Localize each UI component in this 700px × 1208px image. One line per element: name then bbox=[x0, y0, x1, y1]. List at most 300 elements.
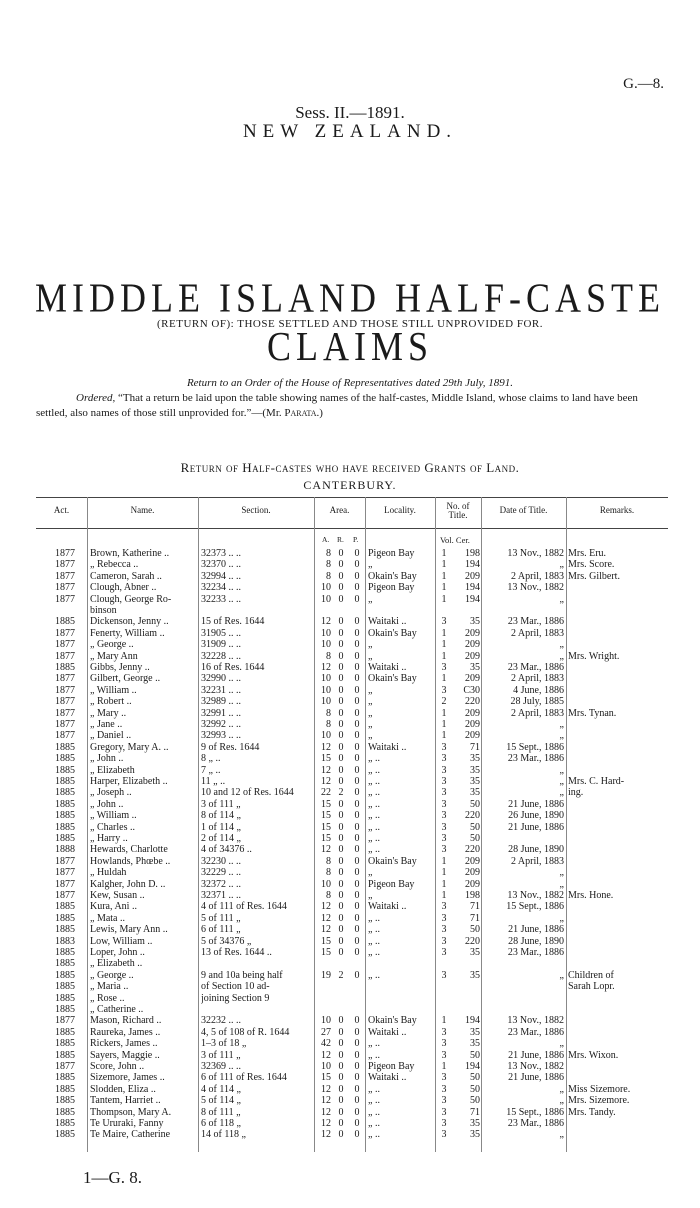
cell-folio: 50 bbox=[470, 1095, 480, 1107]
cell-locality: Waitaki .. bbox=[368, 1026, 407, 1038]
cell-section: 32234 .. .. bbox=[201, 582, 241, 594]
cell-date: „ bbox=[559, 593, 564, 605]
cell-section: 11 „ .. bbox=[201, 776, 226, 787]
cell-date: „ bbox=[559, 764, 564, 776]
cell-locality: Pigeon Bay bbox=[368, 548, 415, 559]
cell-r: 0 bbox=[338, 1061, 344, 1072]
cell-date: „ bbox=[559, 867, 564, 879]
cell-name: Clough, Abner .. bbox=[90, 582, 157, 594]
cell-p: 0 bbox=[354, 1038, 360, 1050]
cell-folio: 209 bbox=[465, 730, 480, 742]
cell-date: 13 Nov., 1882 bbox=[507, 548, 564, 559]
cell-act: 1885 bbox=[55, 776, 75, 787]
cell-vol: 3 bbox=[441, 924, 447, 936]
cell-vol: 1 bbox=[441, 570, 447, 582]
table-row bbox=[0, 742, 700, 754]
table-row bbox=[0, 1118, 700, 1130]
cell-folio: 209 bbox=[465, 719, 480, 730]
cell-date: 13 Nov., 1882 bbox=[507, 890, 564, 901]
cell-locality: „ bbox=[368, 593, 373, 605]
cell-folio: 50 bbox=[470, 798, 480, 810]
cell-remarks: Mrs. Score. bbox=[568, 559, 615, 571]
cell-r: 0 bbox=[338, 593, 344, 605]
cell-folio: 209 bbox=[465, 673, 480, 685]
cell-vol: 1 bbox=[441, 1015, 447, 1027]
cell-locality: Okain's Bay bbox=[368, 627, 417, 639]
cell-act: 1877 bbox=[55, 673, 75, 685]
table-row bbox=[0, 810, 700, 822]
cell-r: 0 bbox=[338, 890, 344, 901]
table-row bbox=[0, 765, 700, 777]
cell-r: 0 bbox=[338, 924, 344, 936]
cell-act: 1877 bbox=[55, 1015, 75, 1027]
cell-folio: 50 bbox=[470, 1049, 480, 1061]
cell-locality: „ .. bbox=[368, 787, 380, 799]
cell-date: 4 June, 1886 bbox=[513, 684, 564, 696]
cell-name: „ George .. bbox=[90, 969, 134, 981]
cell-p: 0 bbox=[354, 855, 360, 867]
cell-locality: „ .. bbox=[368, 912, 380, 924]
cell-folio: 220 bbox=[465, 935, 480, 947]
cell-a: 10 bbox=[321, 684, 331, 696]
cell-section: 13 of Res. 1644 .. bbox=[201, 947, 272, 958]
cell-vol: 3 bbox=[441, 1083, 447, 1095]
cell-section: 9 of Res. 1644 bbox=[201, 741, 260, 753]
cell-name: „ Rebecca .. bbox=[90, 559, 139, 571]
cell-p: 0 bbox=[354, 570, 360, 582]
cell-date: 23 Mar., 1886 bbox=[507, 753, 564, 765]
cell-a: 12 bbox=[321, 662, 331, 673]
area-unit-roods: R. bbox=[337, 535, 344, 544]
cell-r: 0 bbox=[338, 707, 344, 719]
cell-p: 0 bbox=[354, 753, 360, 765]
cell-date: „ bbox=[559, 912, 564, 924]
cell-name: Te Ururaki, Fanny bbox=[90, 1118, 164, 1129]
cell-date: 23 Mar., 1886 bbox=[507, 947, 564, 958]
cell-p: 0 bbox=[354, 730, 360, 742]
cell-section: 32990 .. .. bbox=[201, 673, 241, 685]
cell-a: 12 bbox=[321, 741, 331, 753]
cell-folio: 194 bbox=[465, 1015, 480, 1027]
cell-r: 0 bbox=[338, 912, 344, 924]
cell-locality: Okain's Bay bbox=[368, 855, 417, 867]
table-row bbox=[0, 616, 700, 628]
cell-a: 12 bbox=[321, 1118, 331, 1129]
table-row bbox=[0, 753, 700, 765]
cell-act: 1877 bbox=[55, 890, 75, 901]
cell-vol: 3 bbox=[441, 1026, 447, 1038]
cell-act: 1885 bbox=[55, 981, 75, 993]
cell-r: 0 bbox=[338, 719, 344, 730]
cell-p: 0 bbox=[354, 764, 360, 776]
cell-act: 1885 bbox=[55, 1118, 75, 1129]
cell-locality: „ .. bbox=[368, 924, 380, 936]
cell-name: Hewards, Charlotte bbox=[90, 844, 168, 856]
cell-locality: „ .. bbox=[368, 1118, 380, 1129]
cell-locality: Waitaki .. bbox=[368, 1072, 407, 1084]
cell-vol: 1 bbox=[441, 867, 447, 879]
cell-locality: „ .. bbox=[368, 810, 380, 822]
session-line: Sess. II.—1891. bbox=[295, 103, 405, 122]
cell-name: binson bbox=[90, 605, 117, 616]
cell-act: 1877 bbox=[55, 582, 75, 594]
cell-a: 12 bbox=[321, 901, 331, 913]
cell-vol: 1 bbox=[441, 639, 447, 651]
cell-date: 21 June, 1886 bbox=[508, 924, 564, 936]
cell-folio: 220 bbox=[465, 844, 480, 856]
cell-vol: 2 bbox=[441, 696, 447, 708]
cell-locality: „ .. bbox=[368, 753, 380, 765]
cell-p: 0 bbox=[354, 810, 360, 822]
table-row bbox=[0, 628, 700, 640]
cell-folio: 71 bbox=[470, 1106, 480, 1118]
cell-date: 2 April, 1883 bbox=[510, 627, 564, 639]
cell-section: 8 of 114 „ bbox=[201, 810, 241, 822]
cell-vol: 3 bbox=[441, 616, 447, 628]
cell-vol: 3 bbox=[441, 753, 447, 765]
area-unit-acres: A. bbox=[322, 535, 330, 544]
cell-section: 32228 .. .. bbox=[201, 650, 241, 662]
cell-name: „ Daniel .. bbox=[90, 730, 132, 742]
cell-a: 8 bbox=[326, 650, 331, 662]
cell-act: 1885 bbox=[55, 616, 75, 628]
cell-section: 6 of 111 of Res. 1644 bbox=[201, 1072, 287, 1084]
cell-vol: 1 bbox=[441, 707, 447, 719]
cell-p: 0 bbox=[354, 1061, 360, 1072]
cell-r: 0 bbox=[338, 627, 344, 639]
cell-folio: 220 bbox=[465, 696, 480, 708]
cell-folio: 220 bbox=[465, 810, 480, 822]
table-row bbox=[0, 605, 700, 617]
table-heading-text: Return of Half-castes who have received Grants of Land. bbox=[180, 460, 520, 475]
cell-act: 1885 bbox=[55, 764, 75, 776]
cell-r: 0 bbox=[338, 776, 344, 787]
cell-locality: „ .. bbox=[368, 844, 380, 856]
cell-folio: 35 bbox=[470, 1026, 480, 1038]
cell-p: 0 bbox=[354, 627, 360, 639]
cell-locality: „ .. bbox=[368, 947, 380, 958]
cell-section: 6 of 118 „ bbox=[201, 1118, 241, 1129]
table-row bbox=[0, 662, 700, 674]
cell-a: 8 bbox=[326, 867, 331, 879]
table-row bbox=[0, 730, 700, 742]
cell-name: „ Harry .. bbox=[90, 833, 128, 844]
cell-date: 2 April, 1883 bbox=[510, 707, 564, 719]
cell-vol: 1 bbox=[441, 593, 447, 605]
cell-r: 0 bbox=[338, 753, 344, 765]
table-row bbox=[0, 1050, 700, 1062]
cell-act: 1885 bbox=[55, 662, 75, 673]
cell-a: 42 bbox=[321, 1038, 331, 1050]
cell-section: 5 of 34376 „ bbox=[201, 935, 252, 947]
cell-vol: 1 bbox=[441, 582, 447, 594]
cell-act: 1877 bbox=[55, 1061, 75, 1072]
cell-r: 0 bbox=[338, 798, 344, 810]
cell-act: 1885 bbox=[55, 821, 75, 833]
cell-locality: „ bbox=[368, 639, 373, 651]
table-row bbox=[0, 867, 700, 879]
page-footer: 1—G. 8. bbox=[83, 1168, 143, 1187]
cell-date: 23 Mar., 1886 bbox=[507, 662, 564, 673]
cell-locality: Waitaki .. bbox=[368, 741, 407, 753]
cell-name: „ John .. bbox=[90, 798, 124, 810]
cell-act: 1877 bbox=[55, 730, 75, 742]
col-header-locality: Locality. bbox=[384, 505, 416, 515]
ordered-member: Parata bbox=[284, 407, 317, 419]
cell-r: 2 bbox=[338, 787, 344, 799]
cell-folio: 198 bbox=[465, 548, 480, 559]
cell-act: 1885 bbox=[55, 901, 75, 913]
cell-act: 1877 bbox=[55, 696, 75, 708]
table-row bbox=[0, 1015, 700, 1027]
cell-a: 8 bbox=[326, 719, 331, 730]
cell-locality: Waitaki .. bbox=[368, 662, 407, 673]
table-row bbox=[0, 970, 700, 982]
cell-r: 0 bbox=[338, 662, 344, 673]
cell-name: Tantem, Harriet .. bbox=[90, 1095, 161, 1107]
table-row bbox=[0, 1095, 700, 1107]
cell-date: „ bbox=[559, 1095, 564, 1107]
cell-section: 32370 .. .. bbox=[201, 559, 241, 571]
cell-section: 10 and 12 of Res. 1644 bbox=[201, 787, 294, 799]
cell-folio: 35 bbox=[470, 1038, 480, 1050]
cell-vol: 1 bbox=[441, 650, 447, 662]
cell-p: 0 bbox=[354, 1083, 360, 1095]
cell-r: 0 bbox=[338, 684, 344, 696]
cell-a: 12 bbox=[321, 616, 331, 628]
cell-date: 21 June, 1886 bbox=[508, 1072, 564, 1084]
cell-p: 0 bbox=[354, 1072, 360, 1084]
table-row bbox=[0, 879, 700, 891]
cell-date: 2 April, 1883 bbox=[510, 855, 564, 867]
cell-locality: „ bbox=[368, 559, 373, 571]
cell-folio: 50 bbox=[470, 821, 480, 833]
cell-folio: 35 bbox=[470, 753, 480, 765]
cell-section: 1 of 114 „ bbox=[201, 821, 241, 833]
cell-locality: Okain's Bay bbox=[368, 1015, 417, 1027]
cell-p: 0 bbox=[354, 798, 360, 810]
cell-locality: „ .. bbox=[368, 1095, 380, 1107]
cell-vol: 3 bbox=[441, 741, 447, 753]
cell-vol: 1 bbox=[441, 1061, 447, 1072]
cell-locality: „ .. bbox=[368, 1083, 380, 1095]
cell-name: Gregory, Mary A. .. bbox=[90, 741, 169, 753]
cell-r: 0 bbox=[338, 1072, 344, 1084]
cell-p: 0 bbox=[354, 673, 360, 685]
cell-locality: Okain's Bay bbox=[368, 570, 417, 582]
cell-a: 8 bbox=[326, 890, 331, 901]
cell-date: 15 Sept., 1886 bbox=[506, 901, 564, 913]
cell-vol: 3 bbox=[441, 901, 447, 913]
cell-date: 23 Mar., 1886 bbox=[507, 616, 564, 628]
cell-act: 1885 bbox=[55, 924, 75, 936]
cell-locality: „ .. bbox=[368, 1049, 380, 1061]
table-row bbox=[0, 719, 700, 731]
cell-a: 8 bbox=[326, 559, 331, 571]
cell-a: 10 bbox=[321, 593, 331, 605]
cell-name: Kew, Susan .. bbox=[90, 890, 145, 901]
table-row bbox=[0, 833, 700, 845]
cell-section: 7 „ .. bbox=[201, 764, 221, 776]
cell-vol: 3 bbox=[441, 912, 447, 924]
cell-name: „ John .. bbox=[90, 753, 124, 765]
cell-act: 1877 bbox=[55, 878, 75, 890]
cell-section: joining Section 9 bbox=[201, 992, 270, 1004]
cell-act: 1877 bbox=[55, 855, 75, 867]
cell-name: „ Elizabeth .. bbox=[90, 958, 143, 970]
table-row bbox=[0, 947, 700, 959]
cell-folio: 50 bbox=[470, 833, 480, 844]
cell-p: 0 bbox=[354, 1049, 360, 1061]
cell-p: 0 bbox=[354, 924, 360, 936]
table-row bbox=[0, 901, 700, 913]
cell-act: 1885 bbox=[55, 798, 75, 810]
ordered-text: “That a return be laid upon the table showing names of the half-castes, Middle Island, whose claims to land have been settled, also names of those still unprovided for.”—(Mr. bbox=[36, 392, 638, 419]
cell-vol: 3 bbox=[441, 969, 447, 981]
cell-act: 1885 bbox=[55, 1095, 75, 1107]
cell-date: „ bbox=[559, 969, 564, 981]
cell-a: 10 bbox=[321, 673, 331, 685]
table-row bbox=[0, 1038, 700, 1050]
cell-date: „ bbox=[559, 730, 564, 742]
cell-p: 0 bbox=[354, 662, 360, 673]
table-row bbox=[0, 981, 700, 993]
cell-remarks: Mrs. Tandy. bbox=[568, 1106, 616, 1118]
cell-vol: 1 bbox=[441, 855, 447, 867]
cell-folio: 35 bbox=[470, 616, 480, 628]
cell-a: 8 bbox=[326, 570, 331, 582]
cell-folio: 194 bbox=[465, 593, 480, 605]
cell-name: Mason, Richard .. bbox=[90, 1015, 162, 1027]
cell-folio: 209 bbox=[465, 570, 480, 582]
cell-vol: 3 bbox=[441, 1129, 447, 1141]
table-row bbox=[0, 1107, 700, 1119]
cell-section: 16 of Res. 1644 bbox=[201, 662, 265, 673]
cell-name: „ Robert .. bbox=[90, 696, 132, 708]
cell-name: „ William .. bbox=[90, 684, 137, 696]
cell-r: 0 bbox=[338, 1083, 344, 1095]
cell-section: 14 of 118 „ bbox=[201, 1129, 246, 1141]
table-row bbox=[0, 651, 700, 663]
cell-locality: „ bbox=[368, 650, 373, 662]
cell-remarks: Mrs. Hone. bbox=[568, 890, 614, 901]
cell-date: 2 April, 1883 bbox=[510, 570, 564, 582]
cell-date: 15 Sept., 1886 bbox=[506, 741, 564, 753]
page-code: G.—8. bbox=[623, 76, 664, 92]
cell-locality: „ .. bbox=[368, 776, 380, 787]
cell-a: 8 bbox=[326, 855, 331, 867]
cell-act: 1885 bbox=[55, 1004, 75, 1015]
cell-name: Kura, Ani .. bbox=[90, 901, 137, 913]
col-header-title-no: No. of Title. bbox=[446, 501, 470, 520]
cell-name: „ Mary Ann bbox=[90, 650, 138, 662]
cell-r: 0 bbox=[338, 673, 344, 685]
cell-locality: „ .. bbox=[368, 1038, 380, 1050]
cell-section: 32372 .. .. bbox=[201, 878, 241, 890]
cell-date: „ bbox=[559, 878, 564, 890]
cell-p: 0 bbox=[354, 1106, 360, 1118]
cell-r: 0 bbox=[338, 570, 344, 582]
table-row bbox=[0, 639, 700, 651]
area-unit-perches: P. bbox=[353, 535, 359, 544]
cell-locality: Okain's Bay bbox=[368, 673, 417, 685]
table-row bbox=[0, 1004, 700, 1016]
cell-section: 32992 .. .. bbox=[201, 719, 241, 730]
cell-p: 0 bbox=[354, 821, 360, 833]
cell-section: 8 „ .. bbox=[201, 753, 221, 765]
cell-a: 12 bbox=[321, 1129, 331, 1141]
cell-name: Low, William .. bbox=[90, 935, 153, 947]
cell-section: 32991 .. .. bbox=[201, 707, 241, 719]
cell-a: 27 bbox=[321, 1026, 331, 1038]
cell-section: 5 of 111 „ bbox=[201, 912, 241, 924]
cell-act: 1877 bbox=[55, 593, 75, 605]
cell-p: 0 bbox=[354, 867, 360, 879]
cell-vol: 3 bbox=[441, 1072, 447, 1084]
table-row bbox=[0, 936, 700, 948]
cell-p: 0 bbox=[354, 833, 360, 844]
cell-date: „ bbox=[559, 776, 564, 787]
table-row bbox=[0, 571, 700, 583]
table-row bbox=[0, 685, 700, 697]
cell-r: 0 bbox=[338, 1038, 344, 1050]
cell-folio: 209 bbox=[465, 639, 480, 651]
cell-name: Brown, Katherine .. bbox=[90, 548, 170, 559]
cell-a: 10 bbox=[321, 1015, 331, 1027]
cell-a: 15 bbox=[321, 753, 331, 765]
cell-name: Lewis, Mary Ann .. bbox=[90, 924, 168, 936]
cell-folio: 35 bbox=[470, 787, 480, 799]
cell-p: 0 bbox=[354, 1118, 360, 1129]
cell-act: 1877 bbox=[55, 548, 75, 559]
cell-a: 15 bbox=[321, 810, 331, 822]
cell-section: 32371 .. .. bbox=[201, 890, 241, 901]
cell-act: 1877 bbox=[55, 570, 75, 582]
cell-a: 15 bbox=[321, 798, 331, 810]
cell-p: 0 bbox=[354, 650, 360, 662]
cell-name: „ Mata .. bbox=[90, 912, 125, 924]
cell-a: 12 bbox=[321, 844, 331, 856]
cell-locality: Waitaki .. bbox=[368, 616, 407, 628]
cell-a: 15 bbox=[321, 947, 331, 958]
cell-remarks: Mrs. Wixon. bbox=[568, 1049, 619, 1061]
cell-act: 1877 bbox=[55, 627, 75, 639]
cell-p: 0 bbox=[354, 844, 360, 856]
cell-a: 15 bbox=[321, 935, 331, 947]
cell-folio: 35 bbox=[470, 764, 480, 776]
cell-vol: 3 bbox=[441, 844, 447, 856]
cell-remarks: Sarah Lopr. bbox=[568, 981, 615, 993]
cell-a: 15 bbox=[321, 833, 331, 844]
table-top-rule bbox=[36, 497, 668, 498]
cell-vol: 3 bbox=[441, 776, 447, 787]
cell-folio: 35 bbox=[470, 969, 480, 981]
table-row bbox=[0, 559, 700, 571]
cell-vol: 1 bbox=[441, 878, 447, 890]
cell-name: „ Jane .. bbox=[90, 719, 123, 730]
cell-date: „ bbox=[559, 639, 564, 651]
cell-p: 0 bbox=[354, 969, 360, 981]
cell-remarks: ing. bbox=[568, 787, 584, 799]
cell-p: 0 bbox=[354, 947, 360, 958]
cell-locality: „ bbox=[368, 696, 373, 708]
cell-section: 32369 .. .. bbox=[201, 1061, 241, 1072]
cell-act: 1885 bbox=[55, 947, 75, 958]
cell-name: „ Charles .. bbox=[90, 821, 135, 833]
cell-r: 0 bbox=[338, 855, 344, 867]
cell-name: Slodden, Eliza .. bbox=[90, 1083, 156, 1095]
cell-act: 1885 bbox=[55, 1038, 75, 1050]
